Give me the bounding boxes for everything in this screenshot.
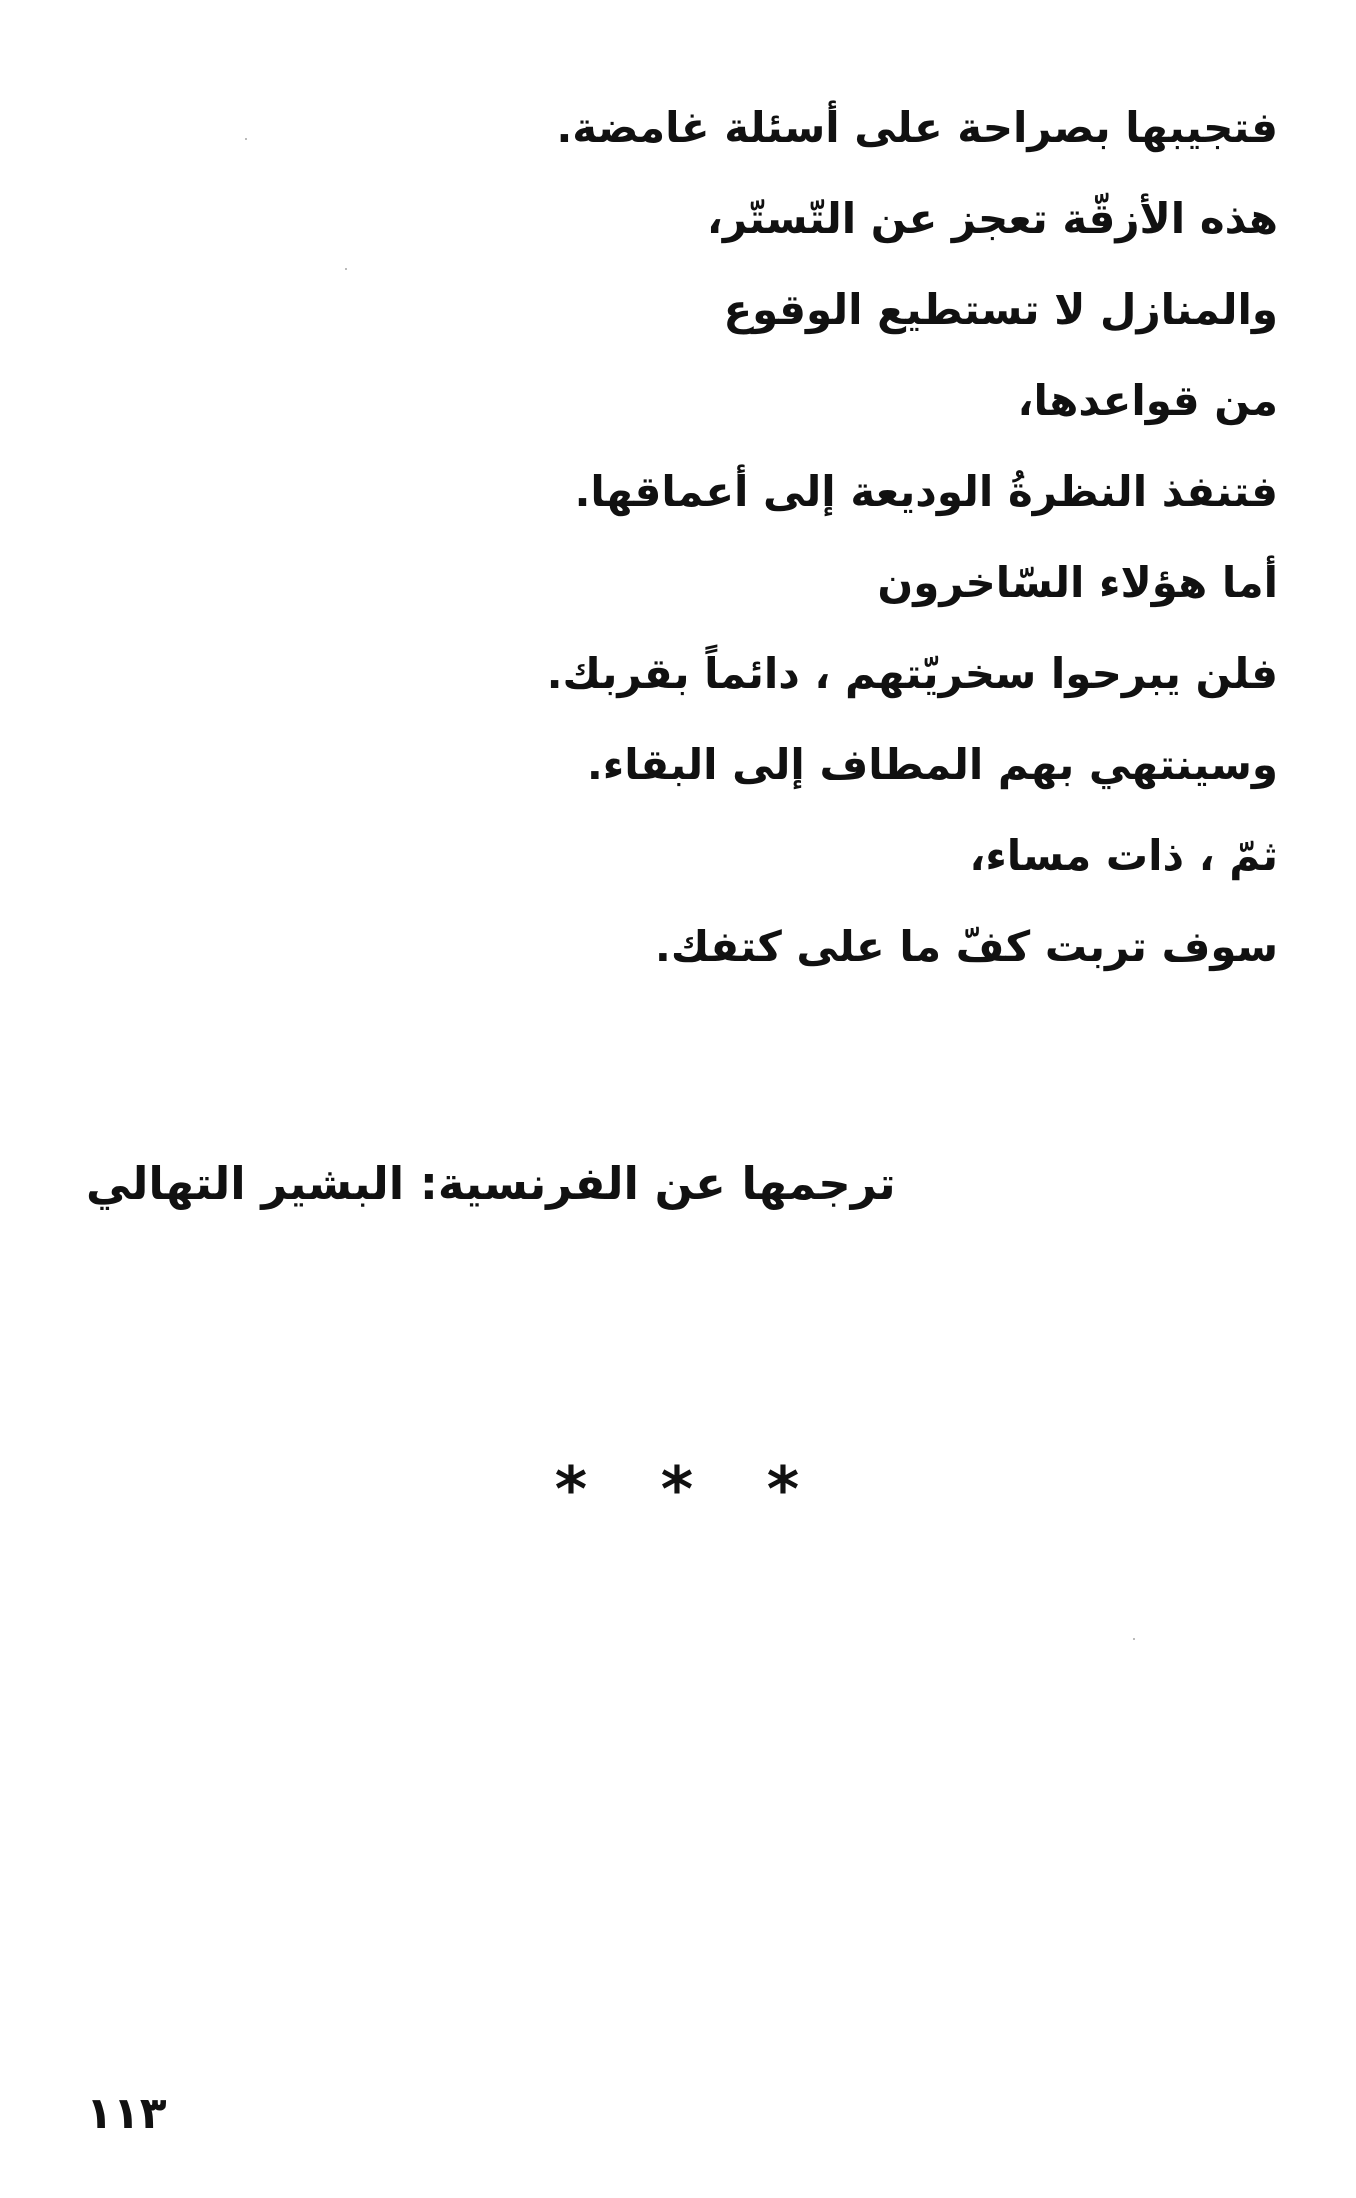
poem-line: فتنفذ النظرةُ الوديعة إلى أعماقها.	[574, 467, 1278, 516]
scan-speck	[1133, 1638, 1135, 1640]
poem-line: هذه الأزقّة تعجز عن التّستّر،	[706, 194, 1278, 243]
poem-text	[378, 82, 1278, 992]
page-number: ١١٣	[86, 2088, 167, 2139]
poem-line: والمنازل لا تستطيع الوقوع	[723, 285, 1278, 334]
scan-speck	[245, 138, 247, 140]
poem-line: فلن يبرحوا سخريّتهم ، دائماً بقربك.	[546, 649, 1278, 698]
section-separator: * * *	[554, 1453, 802, 1526]
poem-line: سوف تربت كفّ ما على كتفك.	[654, 922, 1278, 971]
poem-line: أما هؤلاء السّاخرون	[877, 558, 1278, 607]
poem-line: فتجيبها بصراحة على أسئلة غامضة.	[556, 103, 1278, 152]
poem-line: من قواعدها،	[1017, 376, 1278, 425]
poem-line: ثمّ ، ذات مساء،	[969, 831, 1278, 880]
translator-credit: ترجمها عن الفرنسية: البشير التهالي	[86, 1157, 896, 1210]
scan-speck	[345, 268, 347, 270]
poem-line: وسينتهي بهم المطاف إلى البقاء.	[586, 740, 1278, 789]
